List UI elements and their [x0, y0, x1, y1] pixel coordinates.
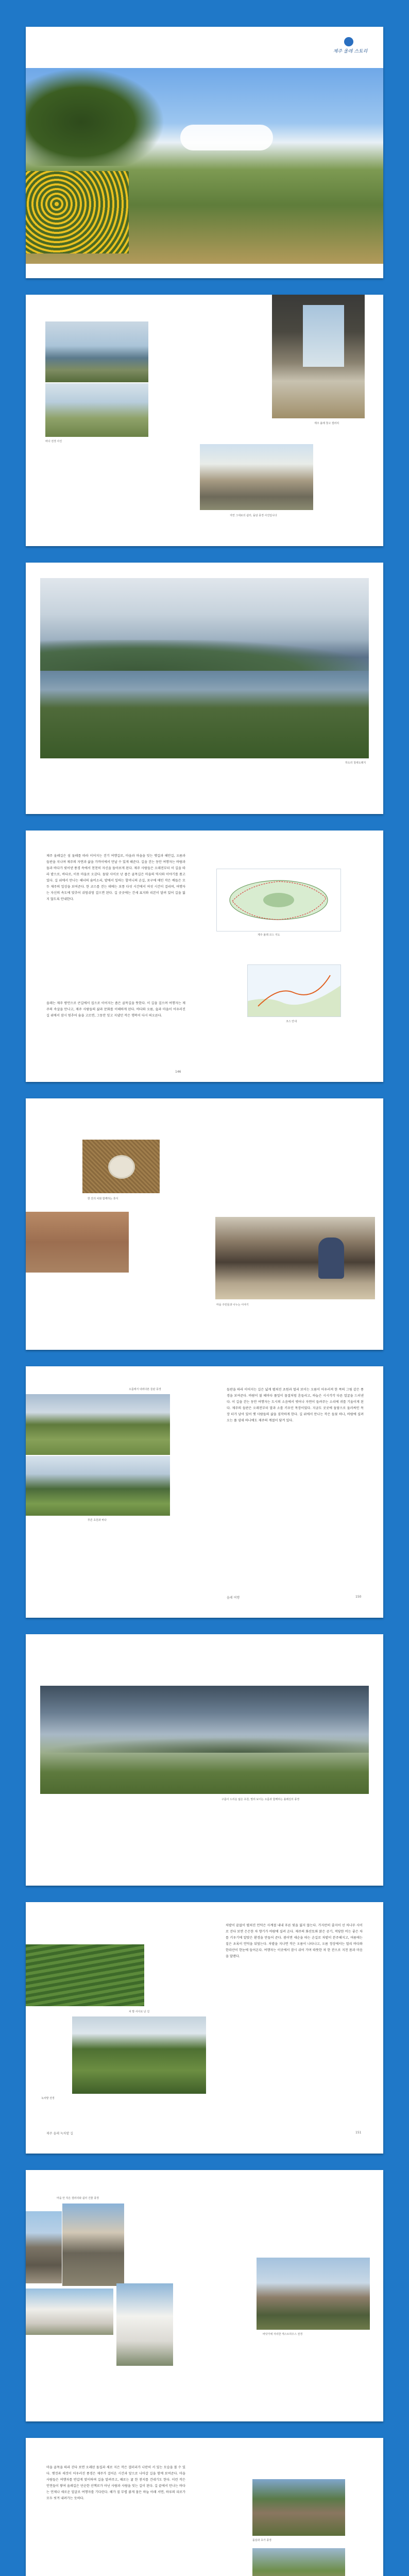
logo-text: 제주 올레 스토리: [333, 49, 368, 54]
island-map-graphic: [217, 869, 340, 931]
page-3: [26, 563, 383, 814]
page-7: [26, 1634, 383, 1886]
photo-guesthouse: [257, 2258, 370, 2330]
page-2: [26, 295, 383, 546]
horizon-hills: [40, 1737, 369, 1753]
body-text: 제주 올레길은 섬 둘레를 따라 이어지는 걷기 여행길로, 마을과 마을을 잇는 옛길과 해안길, 오름과 들판을 지나며 제주의 자연과 삶을 가까이에서 만날 수 있게 해준다. 길을 걷는 동안 여행자는 바람과 돌과 바다가 빚어낸 풍경 속에서 천천히 자신을 돌아보게 된다. 제주 사람들은 오래전부터 이 길을 따라 밭으로, 바다로, 이웃 마을로 오갔다. 돌담 사이로 난 좁은 골목길은 마을의 역사와 이야기를 품고 있다. 길 위에서 만나는 해녀의 숨비소리, 밭에서 일하는 할머니의 손길, 포구에 매인 작은 배들은 모두 제주의 일상을 보여준다. 한 코스를 걷는 데에는 보통 다섯 시간에서 여섯 시간이 걸리며, 여행자는 자신의 속도에 맞추어 쉬엄쉬엄 걸으면 된다. 길 곳곳에는 간세 표지와 리본이 달려 있어 길을 잃지 않도록 안내한다.: [46, 854, 185, 901]
photo-stone-house-garden: [252, 2479, 345, 2536]
photo-wetland: [40, 578, 369, 758]
photo-sea-view-2: [45, 383, 148, 437]
photo-small-garden: [252, 2548, 345, 2576]
cloud-shape: [180, 125, 273, 150]
body-text-2: 올레는 제주 방언으로 큰길에서 집으로 이어지는 좁은 골목길을 뜻한다. 이 길을 걸으며 여행자는 제주의 속살을 만나고, 제주 사람들의 삶과 문화를 이해하게 된다. 바다와 오름, 숲과 마을이 어우러진 길 위에서 잠시 멈추어 숨을 고르면, 그동안 잊고 지냈던 작은 행복이 다시 떠오른다.: [46, 1002, 185, 1018]
photo-ground-mat: [26, 1212, 129, 1273]
tree-shape: [26, 68, 165, 166]
caption: 자연 그대로의 쉼터, 돌담 풍경 사진입니다: [230, 514, 277, 517]
body-text: 차밭이 끝없이 펼쳐진 언덕은 사계절 내내 푸른 빛을 잃지 않는다. 가지런히 줄지어 선 차나무 사이로 걷다 보면 은은한 차 향기가 바람에 실려 온다. 제주의 화산토와 맑은 공기, 적당한 비는 좋은 차를 키우기에 알맞은 환경을 만들어 준다. 봄이면 새순을 따는 손길로 차밭이 분주해지고, 여름에는 짙은 초록이 언덕을 뒤덮는다. 차밭을 지나면 작은 오름이 나타나고, 오름 정상에서는 멀리 바다와 한라산이 한눈에 들어온다. 여행자는 이곳에서 잠시 쉬어 가며 따뜻한 차 한 잔으로 지친 몸과 마음을 달랜다.: [226, 1924, 363, 1958]
caption: 오름에서 내려다본 들판 풍경: [129, 1388, 161, 1391]
page-8: [26, 1902, 383, 2154]
caption: 코스 안내: [286, 1020, 297, 1023]
photo-stone-house: [62, 2203, 125, 2286]
page-5: [26, 1098, 383, 1350]
caption: 마을 주민들과 나누는 이야기: [216, 1303, 249, 1307]
caption: 구름이 드리운 넓은 초원, 멀리 보이는 오름과 함께하는 올레길의 풍경: [221, 1798, 300, 1801]
caption: 하도리 철새도래지: [345, 761, 366, 765]
photo-white-dome: [116, 2283, 173, 2366]
page-number: 150: [355, 1595, 362, 1599]
doorway: [303, 305, 344, 367]
photo-cloudy-plain: [40, 1686, 369, 1794]
logo-circle-icon: [344, 37, 353, 46]
sunflowers: [26, 171, 129, 253]
caption: 바다 전경 사진: [45, 440, 62, 443]
caption: 푸른 초원과 바다: [88, 1519, 107, 1522]
photo-tea-field: [26, 1944, 144, 2006]
course-route-graphic: [248, 965, 340, 1016]
photo-field-2: [26, 1456, 170, 1516]
body-text: 마을 골목을 따라 걷다 보면 오래된 돌집과 새로 지은 작은 갤러리가 나란히 서 있는 모습을 볼 수 있다. 옛것과 새것이 어우러진 풍경은 제주가 걸어온 시간과 앞으로 나아갈 길을 함께 보여준다. 마을 사람들은 여행자를 반갑게 맞이하며 길을 알려주고, 때로는 귤 한 봉지를 건네기도 한다. 이런 작은 인연들이 쌓여 올레길은 단순한 산책로가 아닌 사람과 사람을 잇는 길이 된다. 길 끝에서 만나는 바다는 언제나 새로운 얼굴로 여행자를 기다린다. 해가 질 무렵 붉게 물든 하늘 아래 서면, 하루의 피로가 모두 씻겨 내려가는 듯하다.: [46, 2466, 185, 2500]
page-label: 올레 여행: [227, 1596, 240, 1600]
caption: 제주 올레 코스 지도: [258, 934, 280, 937]
photo-sea-view: [45, 321, 148, 382]
photo-stone-wall: [200, 444, 313, 510]
page-9: [26, 2170, 383, 2421]
page-10: [26, 2438, 383, 2576]
photo-field-1: [26, 1394, 170, 1455]
photo-sunflower-field: [26, 68, 383, 264]
map-jeju-island: [216, 869, 341, 931]
person-shape: [318, 1238, 344, 1279]
hills: [40, 640, 369, 671]
caption: 차 밭 사이로 난 길: [129, 2010, 150, 2013]
photo-tea-rows: [72, 2016, 206, 2094]
caption: 바닷가에 자리한 게스트하우스 전경: [263, 2333, 303, 2336]
caption: 제주 올레 창고 갤러리: [314, 422, 339, 425]
cup-shape: [108, 1155, 135, 1179]
photo-gallery-entrance: [272, 295, 365, 418]
map-course-detail: [247, 964, 341, 1017]
caption: 한 잔의 차와 함께하는 휴식: [88, 1197, 118, 1200]
caption: 녹차밭 전경: [41, 2097, 55, 2100]
title-logo: [330, 37, 371, 58]
page-label: 제주 올레 녹차밭 길: [46, 2132, 74, 2136]
page-6: [26, 1366, 383, 1618]
photo-people-gathering: [215, 1217, 375, 1299]
caption: 돌담과 초가 풍경: [252, 2539, 271, 2542]
photo-white-building: [26, 2289, 113, 2335]
body-text: 들판을 따라 이어지는 길은 넓게 펼쳐진 초원과 멀리 보이는 오름이 어우러져 한 폭의 그림 같은 풍경을 보여준다. 바람이 불 때마다 풀잎이 물결처럼 흔들리고, 하늘은 시시각각 다른 얼굴을 드러낸다. 이 길을 걷는 동안 여행자는 도시의 소음에서 벗어나 자연이 들려주는 소리에 귀를 기울이게 된다. 제주의 들판은 오래전부터 말과 소를 키우던 목장이었다. 지금도 곳곳에 돌담으로 둘러싸인 목장 터가 남아 있어 옛 사람들의 삶을 짐작하게 한다. 길 위에서 만나는 작은 들꽃 하나, 바람에 실려 오는 풀 냄새 하나에도 제주의 계절이 담겨 있다.: [227, 1388, 364, 1422]
page-1: [26, 27, 383, 278]
page-4: [26, 831, 383, 1082]
page-number: 151: [355, 2131, 362, 2134]
page-number: 146: [175, 1070, 181, 1074]
photo-tea-cup: [82, 1140, 160, 1193]
caption: 마을 안 작은 갤러리와 쉼터 건물 풍경: [57, 2197, 99, 2200]
